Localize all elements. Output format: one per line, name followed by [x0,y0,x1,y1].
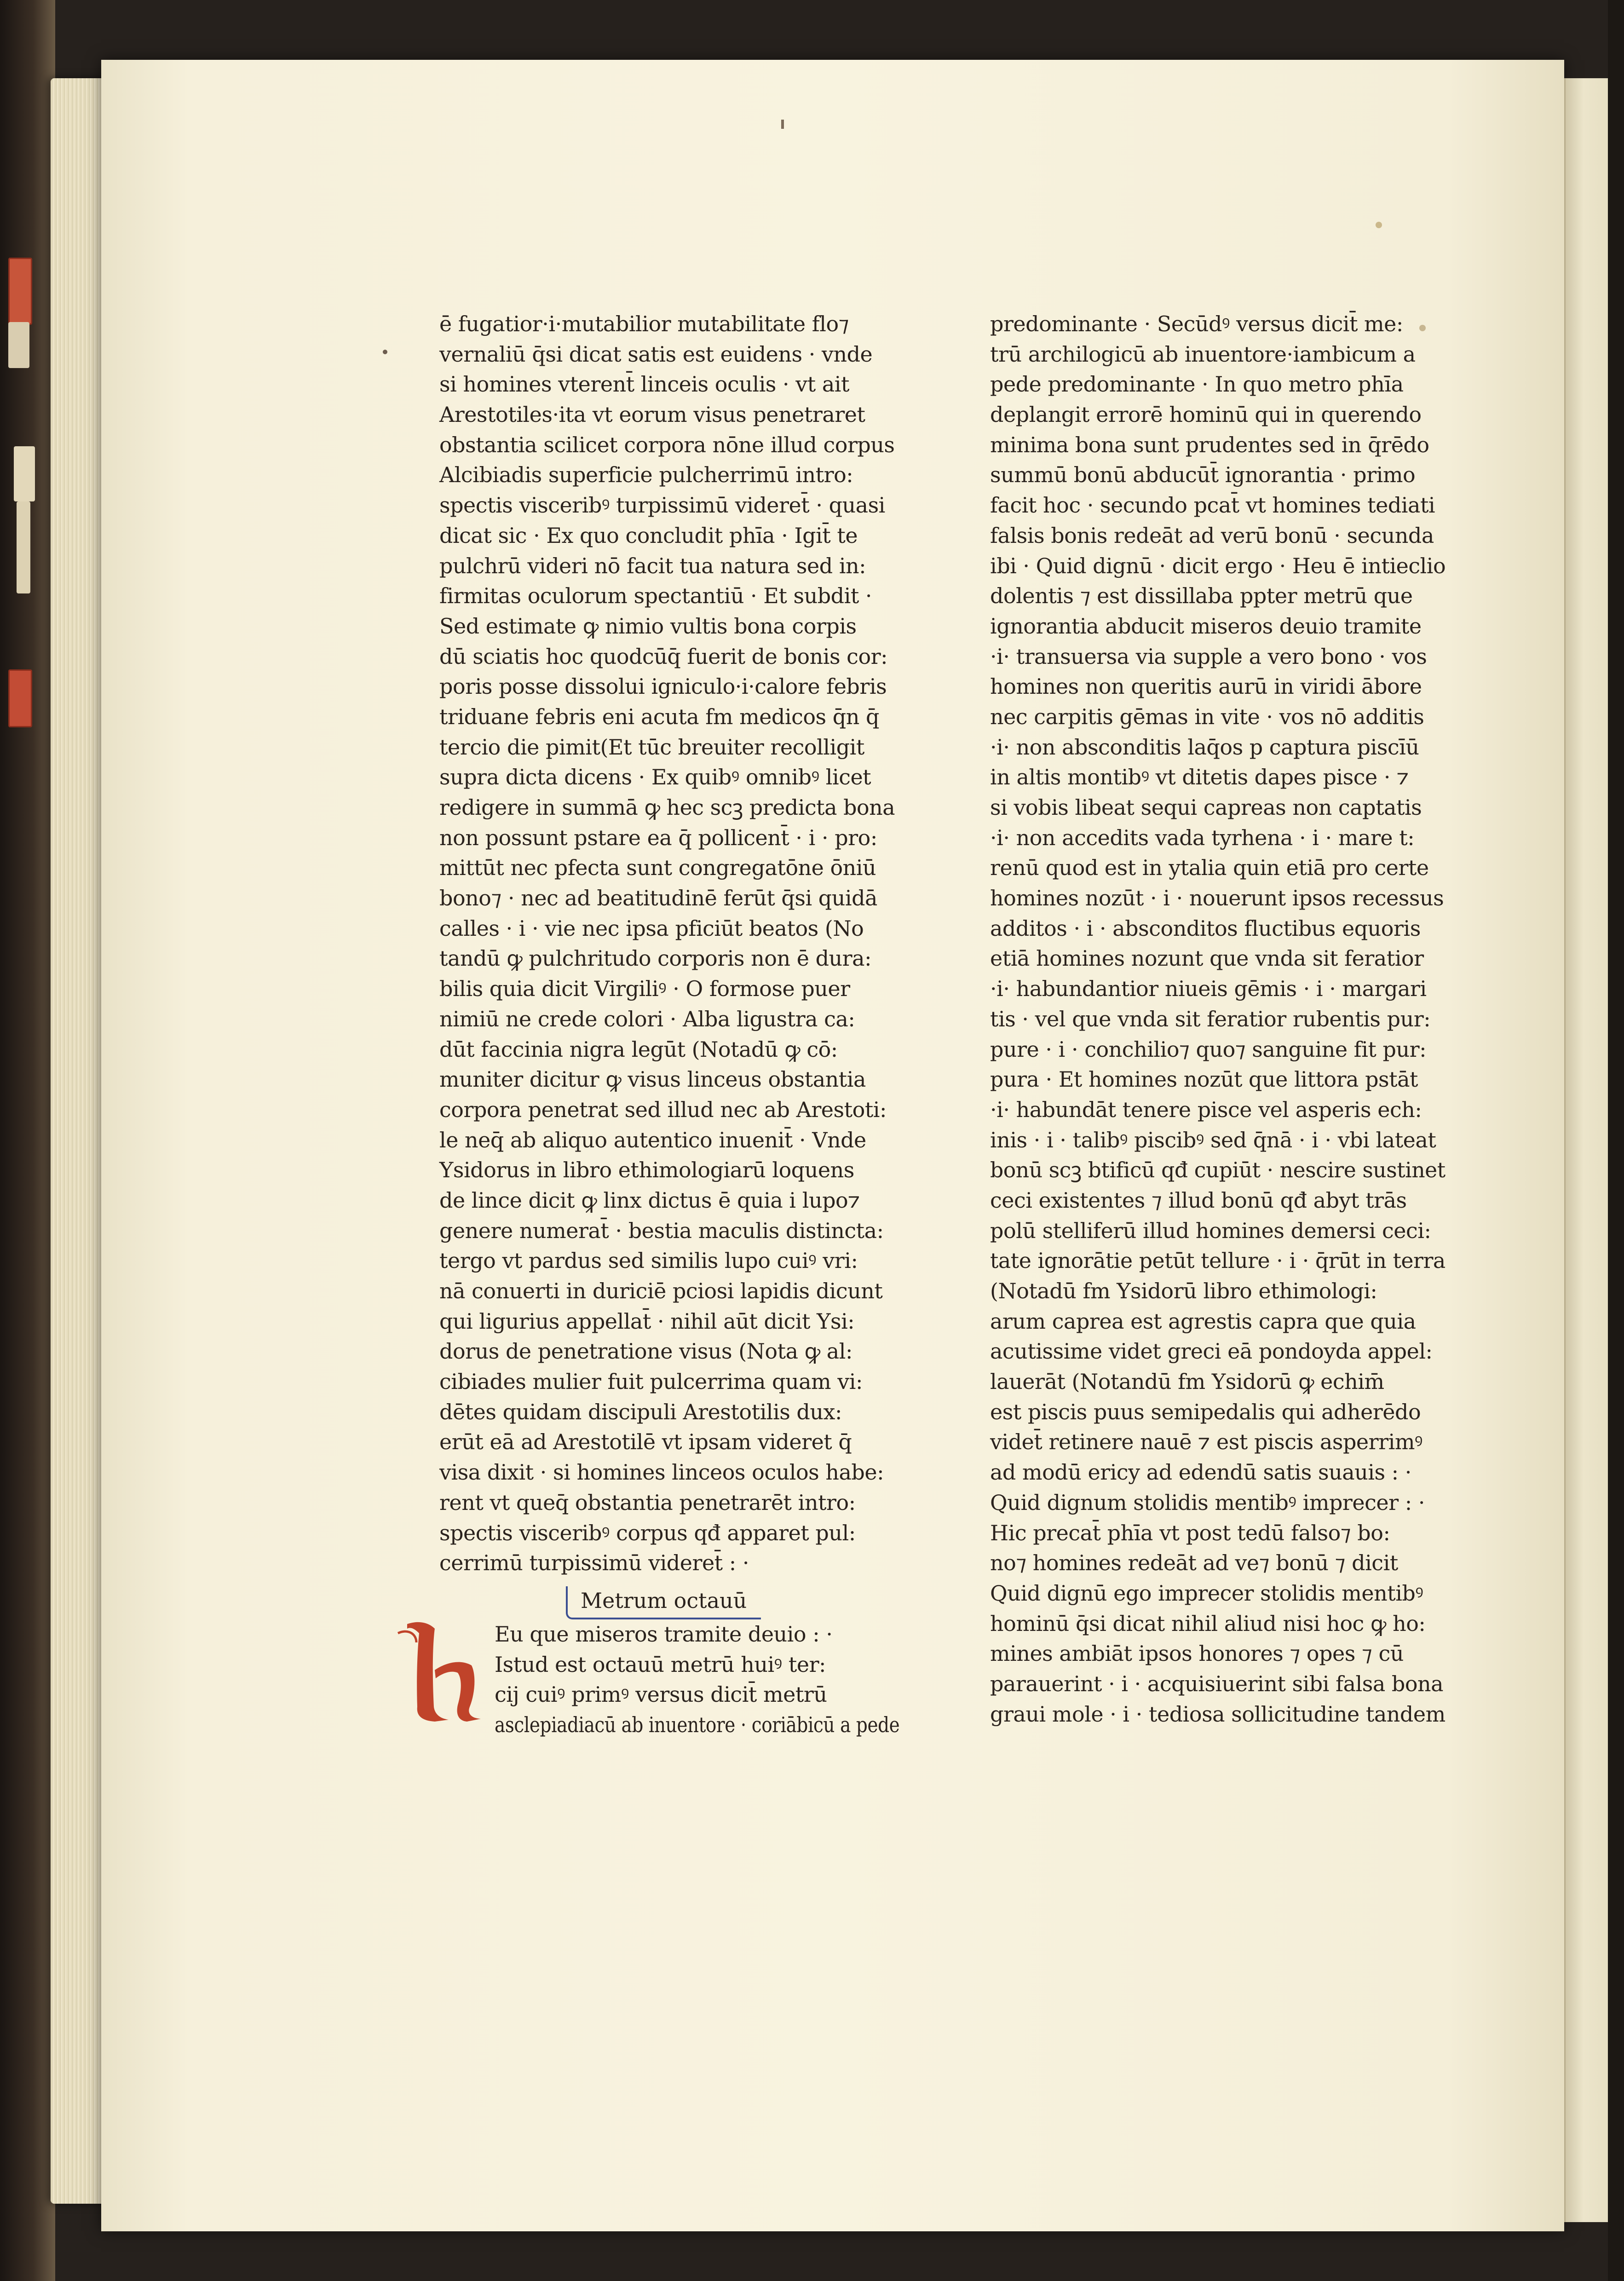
margin-mark [383,350,387,354]
left-column-line: genere numerat̄ · bestia maculis distincta: [439,1218,884,1243]
right-column-line: Quid dignū ego imprecer stolidis mentibꝰ [990,1580,1423,1606]
left-column-line: poris posse dissolui igniculo·i·calore febris [439,674,887,699]
left-column-line: bono⁊ · nec ad beatitudinē ferūt q̄si quidā [439,886,877,911]
left-column-line: pulchrū videri nō facit tua natura sed in: [439,553,866,578]
right-column-line: lauerāt (Notandū fm Ysidorū ꝙ echim̄ [990,1369,1384,1394]
right-column-line: summū bonū abducūt̄ ignorantia · primo [990,462,1416,488]
left-column-line: bilis quia dicit Virgiliꝰ · O formose puer [439,976,850,1002]
verse-line: Istud est octauū metrū huiꝰ ter: [495,1652,826,1677]
left-column-line: obstantia scilicet corpora nōne illud corpus [439,432,895,457]
right-column-line: no⁊ homines redeāt ad ve⁊ bonū ⁊ dicit [990,1550,1398,1576]
left-column-line: erūt eā ad Arestotilē vt ipsam videret q̄ [439,1429,852,1455]
right-column-line: inis · i · talibꝰ piscibꝰ sed q̄nā · i · vbi lateat [990,1127,1436,1152]
right-column-line: nec carpitis gēmas in vite · vos nō additis [990,704,1424,729]
right-column-line: est piscis puus semipedalis qui adherēdo [990,1399,1421,1424]
left-column-line: dicat sic · Ex quo concludit phīa · Igit̄ te [439,523,858,548]
right-column-line: renū quod est in ytalia quin etiā pro certe [990,855,1429,881]
background-edge [1608,0,1624,2281]
verse-line: cij cuiꝰ primꝰ versus dicit̄ metrū [495,1682,827,1707]
right-column-line: pede predominante · In quo metro phīa [990,372,1404,397]
verse-line: Eu que miseros tramite deuio : · [495,1622,833,1647]
left-text-column [439,309,895,1578]
left-column-line: triduane febris eni acuta fm medicos q̄n q̄ [439,704,879,729]
right-column-line: hominū q̄si dicat nihil aliud nisi hoc ꝙ ho: [990,1611,1426,1636]
left-column-line: tercio die pimit(Et tūc breuiter recolligit [439,734,864,760]
left-column-line: cerrimū turpissimū videret̄ : · [439,1550,749,1576]
right-column-line: ·i· habundantior niueis gēmis · i · margari [990,976,1427,1002]
right-column-line: polū stelliferū illud homines demersi ceci: [990,1218,1431,1243]
page-tab-marker [14,446,35,501]
right-column-line: homines non queritis aurū in viridi ābore [990,674,1422,699]
ink-spot [1376,222,1382,228]
left-column-line: spectis visceribꝰ corpus qđ apparet pul: [439,1520,856,1545]
right-column-line: falsis bonis redeāt ad verū bonū · secunda [990,523,1434,548]
right-column-line: bonū scꝫ btificū qđ cupiūt · nescire sustinet [990,1158,1445,1183]
right-column-line: arum caprea est agrestis capra que quia [990,1308,1416,1334]
right-column-line: pura · Et homines nozūt que littora pstāt [990,1067,1418,1092]
right-column-line: ·i· non accedits vada tyrhena · i · mare t: [990,825,1415,850]
left-column-line: mittūt nec pfecta sunt congregatōne ōniū [439,855,876,881]
left-column-line: calles · i · vie nec ipsa pficiūt beatos (No [439,916,864,941]
left-column-line: dētes quidam discipuli Arestotilis dux: [439,1399,842,1424]
right-column-line: dolentis ⁊ est dissillaba ppter metrū que [990,583,1413,609]
right-column-line: ·i· habundāt tenere pisce vel asperis ech: [990,1097,1422,1122]
page-tab-marker [8,322,29,368]
right-column-line: homines nozūt · i · nouerunt ipsos recessus [990,886,1444,911]
verse-line: asclepiadiacū ab inuentore · coriābicū a pede [495,1712,900,1738]
right-column-line: ignorantia abducit miseros deuio tramite [990,613,1422,639]
right-column-line: ibi · Quid dignū · dicit ergo · Heu ē intieclio [990,553,1446,578]
left-column-line: dorus de penetratione visus (Nota ꝙ al: [439,1339,852,1364]
right-column-line: si vobis libeat sequi capreas non captatis [990,795,1422,820]
left-column-line: rent vt queq̄ obstantia penetrarēt intro: [439,1490,856,1515]
right-column-line: graui mole · i · tediosa sollicitudine tandem [990,1701,1445,1727]
left-column-line: corpora penetrat sed illud nec ab Arestoti: [439,1097,887,1122]
left-column-line: si homines vterent̄ linceis oculis · vt ait [439,372,849,397]
left-column-line: Sed estimate ꝙ nimio vultis bona corpis [439,613,857,639]
right-column-line: deplangit errorē hominū qui in querendo [990,402,1422,427]
page-tab-marker [17,501,30,593]
right-column-line: videt̄ retinere nauē ⁊ est piscis asperrimꝰ [990,1429,1423,1455]
right-column-line: (Notadū fm Ysidorū libro ethimologi: [990,1279,1377,1303]
right-column-line: additos · i · absconditos fluctibus equoris [990,916,1421,941]
right-column-line: minima bona sunt prudentes sed in q̄rēdo [990,432,1429,457]
left-column-line: dūt faccinia nigra legūt (Notadū ꝙ cō: [439,1037,838,1062]
red-page-tab [8,669,32,727]
right-column-line: ad modū ericy ad edendū satis suauis : · [990,1460,1411,1485]
left-column-line: visa dixit · si homines linceos oculos habe: [439,1460,884,1485]
decorated-initial-h [389,1615,499,1725]
right-column-line: mines ambiāt ipsos honores ⁊ opes ⁊ cū [990,1641,1404,1666]
left-column-line: le neq̄ ab aliquo autentico inuenit̄ · Vnde [439,1127,866,1152]
right-column-line: tis · vel que vnda sit feratior rubentis pur: [990,1006,1431,1031]
left-column-line: firmitas oculorum spectantiū · Et subdit · [439,583,872,609]
right-column-line: ·i· transuersa via supple a vero bono · vos [990,644,1427,669]
right-column-line: acutissime videt greci eā pondoyda appel: [990,1339,1433,1364]
right-column-line: parauerint · i · acquisiuerint sibi falsa bona [990,1671,1444,1696]
right-column-line: facit hoc · secundo pcat̄ vt homines tediati [990,493,1435,518]
right-column-line: pure · i · conchilio⁊ quo⁊ sanguine fit pur: [990,1037,1427,1062]
left-column-line: cibiades mulier fuit pulcerrima quam vi: [439,1369,863,1394]
left-column-line: supra dicta dicens · Ex quibꝰ omnibꝰ licet [439,765,871,790]
left-column-line: nimiū ne crede colori · Alba ligustra ca: [439,1006,855,1031]
right-text-column [990,309,1445,1729]
left-column-line: tandū ꝙ pulchritudo corporis non ē dura: [439,946,872,971]
right-column-line: predominante · Secūdꝰ versus dicit̄ me: [990,311,1403,336]
right-column-line: Quid dignum stolidis mentibꝰ imprecer : · [990,1490,1425,1515]
right-column-line: ceci existentes ⁊ illud bonū qđ abyt trās [990,1187,1407,1213]
red-page-tab [8,258,32,325]
metrum-heading: Metrum octauū [581,1588,747,1613]
right-column-line: tate ignorātie petūt tellure · i · q̄rūt in terra [990,1248,1445,1273]
left-column-line: dū sciatis hoc quodcūq̄ fuerit de bonis cor: [439,644,888,669]
left-column-line: Alcibiadis superficie pulcherrimū intro: [439,462,853,488]
folio-mark [781,120,784,129]
left-column-line: nā conuerti in duriciē pciosi lapidis dicunt [439,1279,883,1303]
right-column-line: ·i· non absconditis laq̄os p captura piscīū [990,734,1419,760]
right-column-line: Hic precat̄ phīa vt post tedū falso⁊ bo: [990,1520,1390,1545]
left-column-line: tergo vt pardus sed similis lupo cuiꝰ vri: [439,1248,858,1273]
left-column-line: vernaliū q̄si dicat satis est euidens · vnde [439,341,873,367]
left-column-line: redigere in summā ꝙ hec scꝫ predicta bona [439,795,895,820]
left-column-line: qui ligurius appellat̄ · nihil aūt dicit Ysi: [439,1308,855,1334]
right-column-line: etiā homines nozunt que vnda sit feratior [990,946,1424,971]
right-column-line: trū archilogicū ab inuentore·iambicum a [990,341,1416,367]
left-column-line: ē fugatior·i·mutabilior mutabilitate flo⁊ [439,311,849,336]
left-column-line: de lince dicit ꝙ linx dictus ē quia i lupo⁊ [439,1187,860,1213]
left-column-line: muniter dicitur ꝙ visus linceus obstantia [439,1067,866,1092]
verse-block [495,1619,899,1740]
left-column-line: non possunt pstare ea q̄ pollicent̄ · i · pro: [439,825,877,850]
right-column-line: in altis montibꝰ vt ditetis dapes pisce · ⁊ [990,765,1409,790]
left-column-line: spectis visceribꝰ turpissimū videret̄ · quasi [439,493,885,518]
left-column-line: Arestotiles·ita vt eorum visus penetraret [439,402,865,427]
left-column-line: Ysidorus in libro ethimologiarū loquens [439,1158,854,1183]
